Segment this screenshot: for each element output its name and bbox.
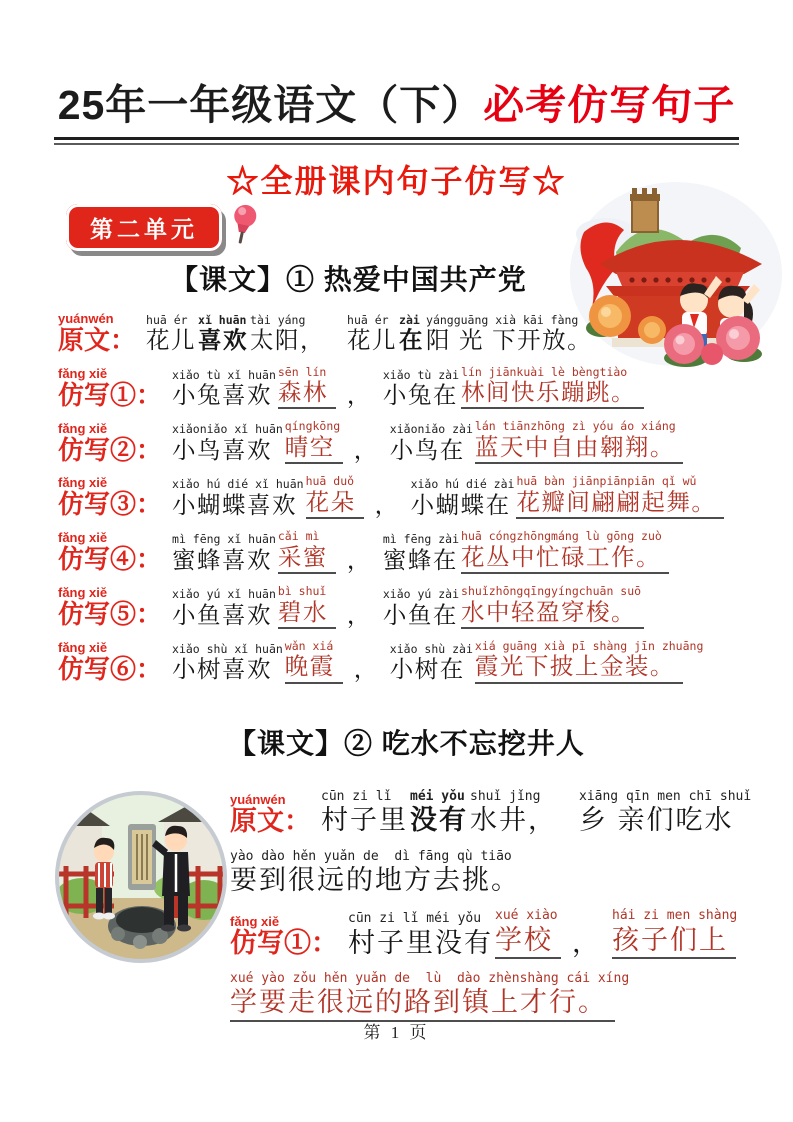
segment-hanzi: 蓝天中自由翱翔。 bbox=[475, 433, 683, 464]
segment-pinyin: xiǎo hú dié xǐ huān bbox=[172, 477, 304, 492]
text-segment bbox=[345, 436, 388, 464]
unit-badge: 第二单元 bbox=[66, 204, 222, 251]
text-segment bbox=[321, 790, 408, 837]
text-segment bbox=[411, 478, 515, 519]
segment-hanzi: ， bbox=[572, 927, 601, 958]
segment-pinyin: xiǎo tù xǐ huān bbox=[172, 367, 276, 382]
text-segment bbox=[172, 588, 276, 629]
unit-badge-group bbox=[66, 204, 262, 251]
text-segment bbox=[338, 546, 381, 574]
segment-pinyin: wǎn xiá bbox=[284, 638, 334, 653]
line-label-text: 原文： bbox=[58, 325, 137, 355]
segment-hanzi: 要到很远的地方去挑。 bbox=[230, 864, 520, 895]
text-segment bbox=[383, 369, 459, 410]
segment-pinyin: xiǎo shù zài bbox=[389, 641, 473, 656]
text-segment bbox=[399, 314, 424, 355]
text-segment bbox=[426, 314, 592, 355]
text-segment bbox=[461, 530, 669, 574]
sentence-line bbox=[230, 909, 793, 959]
segment-hanzi: ， bbox=[346, 382, 372, 409]
sentence-line bbox=[58, 475, 793, 519]
text-segment bbox=[172, 369, 276, 410]
segment-pinyin: zài bbox=[399, 312, 420, 327]
segments-group bbox=[230, 850, 522, 897]
line-label-text: 仿写④： bbox=[58, 544, 163, 575]
line-label-text: 仿写②： bbox=[58, 434, 163, 465]
text-segment bbox=[461, 366, 644, 410]
segment-pinyin: bì shuǐ bbox=[277, 583, 327, 598]
segment-pinyin: xiǎo hú dié zài bbox=[410, 477, 515, 492]
text-segment bbox=[285, 640, 343, 684]
segment-pinyin: xiǎo tù zài bbox=[382, 367, 460, 382]
segment-hanzi: 林间快乐蹦跳。 bbox=[461, 378, 644, 409]
segment-hanzi: 晚霞 bbox=[285, 652, 343, 683]
segment-pinyin: huā bàn jiānpiānpiān qǐ wǔ bbox=[516, 474, 697, 489]
segment-pinyin: cūn zi lǐ bbox=[321, 789, 392, 804]
segment-pinyin: xiǎo yú zài bbox=[382, 586, 460, 601]
segment-hanzi: 乡 亲们吃水 bbox=[579, 805, 734, 836]
line-label bbox=[230, 793, 311, 837]
sentence-continuation-line bbox=[230, 972, 793, 1022]
segment-hanzi: 花儿 bbox=[347, 327, 398, 354]
line-label-pinyin: fǎng xiě bbox=[58, 530, 108, 546]
sentence-continuation-line bbox=[230, 850, 793, 897]
text-segment bbox=[285, 420, 343, 464]
sentence-line bbox=[58, 640, 793, 684]
segment-pinyin: huā ér bbox=[347, 312, 389, 327]
segment-pinyin: xiǎo shù xǐ huān bbox=[172, 641, 283, 656]
text-segment bbox=[338, 381, 381, 409]
line-label bbox=[58, 367, 162, 410]
line-label bbox=[230, 915, 338, 959]
segments-group bbox=[172, 420, 685, 464]
section-2-heading: 【课文】② 吃水不忘挖井人 bbox=[228, 728, 585, 759]
page-subtitle: ☆全册课内句子仿写☆ bbox=[226, 163, 567, 199]
segment-pinyin: xué xiào bbox=[495, 908, 558, 924]
line-label-pinyin: fǎng xiě bbox=[58, 639, 108, 655]
segment-hanzi: 小树喜欢 bbox=[172, 656, 273, 683]
line-label bbox=[58, 476, 162, 519]
village-well-monument-illustration bbox=[52, 788, 230, 966]
text-segment bbox=[338, 601, 381, 629]
text-segment bbox=[278, 530, 336, 574]
text-segment bbox=[390, 423, 473, 464]
segment-hanzi: 采蜜 bbox=[278, 543, 336, 574]
text-segment bbox=[306, 475, 364, 519]
segment-hanzi: 花儿 bbox=[146, 327, 197, 354]
line-label bbox=[58, 312, 136, 355]
line-label-text: 仿写③： bbox=[58, 489, 163, 520]
sentence-line bbox=[58, 420, 793, 464]
text-segment bbox=[461, 585, 644, 629]
text-segment bbox=[172, 533, 276, 574]
segment-pinyin: xiāng qīn men chī shuǐ bbox=[579, 789, 752, 804]
segment-hanzi: 村子里 bbox=[321, 805, 408, 836]
segment-pinyin: qíngkōng bbox=[284, 419, 341, 434]
text-segment bbox=[198, 314, 248, 355]
text-segment bbox=[475, 640, 703, 684]
segment-pinyin: shuǐzhōngqīngyíngchuān suō bbox=[461, 583, 642, 598]
segment-hanzi: 花丛中忙碌工作。 bbox=[461, 543, 669, 574]
segment-hanzi: ， bbox=[346, 546, 372, 573]
segment-hanzi: 小兔在 bbox=[382, 382, 458, 409]
text-segment bbox=[172, 643, 283, 684]
text-segment bbox=[366, 491, 409, 519]
segment-pinyin: huā duǒ bbox=[305, 474, 355, 489]
segment-hanzi: 小鱼喜欢 bbox=[172, 601, 273, 628]
line-label-pinyin: yuánwén bbox=[58, 311, 114, 326]
line-label-text: 仿写⑤： bbox=[58, 599, 163, 630]
line-label-text: 仿写①： bbox=[58, 379, 163, 410]
text-segment bbox=[410, 790, 468, 837]
text-segment bbox=[172, 423, 283, 464]
segment-hanzi: 森林 bbox=[278, 378, 336, 409]
segments-group bbox=[230, 972, 631, 1022]
text-segment bbox=[383, 588, 459, 629]
text-segment bbox=[278, 366, 336, 410]
line-label-text: 仿写⑥： bbox=[58, 653, 163, 684]
line-label-text: 仿写①： bbox=[230, 928, 338, 959]
segment-hanzi: 没有 bbox=[410, 805, 468, 836]
segments-group bbox=[172, 640, 705, 684]
segment-hanzi: 阳 光 下开放。 bbox=[426, 327, 593, 354]
segment-hanzi: 太阳， bbox=[250, 327, 326, 354]
section-1-lines bbox=[58, 312, 793, 684]
segment-hanzi: 晴空 bbox=[285, 433, 343, 464]
page-title-red: 必考仿写句子 bbox=[483, 82, 736, 128]
text-segment bbox=[345, 655, 388, 683]
segment-hanzi: 花朵 bbox=[306, 488, 364, 519]
segment-hanzi: 小蝴蝶喜欢 bbox=[172, 491, 298, 518]
text-segment bbox=[563, 927, 610, 959]
segment-pinyin: mì fēng xǐ huān bbox=[172, 532, 276, 547]
segment-pinyin: yángguāng xià kāi fàng bbox=[426, 312, 579, 327]
segment-hanzi: 霞光下披上金装。 bbox=[475, 652, 683, 683]
text-segment bbox=[250, 314, 325, 355]
line-label bbox=[58, 531, 162, 574]
segment-hanzi: 蜜蜂在 bbox=[382, 546, 458, 573]
page-title bbox=[54, 72, 740, 140]
segment-hanzi: ， bbox=[353, 437, 379, 464]
text-segment bbox=[390, 643, 473, 684]
line-label-pinyin: fǎng xiě bbox=[58, 365, 108, 381]
segments-group bbox=[146, 314, 594, 355]
text-segment bbox=[348, 912, 493, 959]
text-segment bbox=[612, 909, 737, 959]
section-kewen-2 bbox=[0, 722, 793, 1035]
sentence-line bbox=[230, 790, 793, 837]
segment-pinyin: hái zi men shàng bbox=[612, 908, 738, 924]
segment-hanzi: 喜欢 bbox=[198, 327, 249, 354]
segment-hanzi: 碧水 bbox=[278, 598, 336, 629]
line-label-pinyin: fǎng xiě bbox=[230, 914, 280, 930]
line-label-pinyin: fǎng xiě bbox=[58, 585, 108, 601]
segment-pinyin: xiǎoniǎo xǐ huān bbox=[172, 422, 283, 437]
segment-hanzi: 花瓣间翩翩起舞。 bbox=[516, 488, 724, 519]
segment-hanzi: 小兔喜欢 bbox=[172, 382, 273, 409]
text-segment bbox=[347, 314, 397, 355]
segment-hanzi: ， bbox=[374, 491, 400, 518]
segment-pinyin: huā cóngzhōngmáng lù gōng zuò bbox=[461, 529, 662, 544]
pushpin-icon bbox=[228, 202, 262, 250]
line-label-pinyin: yuánwén bbox=[230, 792, 286, 807]
page-number: 第 1 页 bbox=[363, 1023, 430, 1042]
segment-pinyin: mì fēng zài bbox=[382, 532, 460, 547]
segment-hanzi: 水井， bbox=[470, 805, 557, 836]
segment-hanzi: 小鱼在 bbox=[382, 601, 458, 628]
segment-pinyin: lín jiānkuài lè bèngtiào bbox=[461, 364, 628, 379]
segment-pinyin: shuǐ jǐng bbox=[470, 789, 541, 804]
segment-pinyin: cūn zi lǐ méi yǒu bbox=[348, 911, 482, 927]
segment-hanzi: 小树在 bbox=[389, 656, 465, 683]
text-segment bbox=[579, 790, 751, 837]
section-kewen-1 bbox=[0, 258, 793, 695]
segments-group bbox=[172, 530, 671, 574]
segment-hanzi: 村子里没有 bbox=[348, 927, 493, 958]
segment-pinyin: xiǎo yú xǐ huān bbox=[172, 586, 276, 601]
segment-pinyin: lán tiānzhōng zì yóu áo xiáng bbox=[474, 419, 676, 434]
page-title-black: 25年一年级语文（下） bbox=[57, 82, 484, 128]
segment-pinyin: cǎi mì bbox=[277, 529, 320, 544]
segment-hanzi: 小鸟喜欢 bbox=[172, 437, 273, 464]
text-segment bbox=[230, 972, 629, 1022]
line-label-pinyin: fǎng xiě bbox=[58, 475, 108, 491]
segment-hanzi: ， bbox=[353, 656, 379, 683]
section-1-heading: 【课文】① 热爱中国共产党 bbox=[170, 264, 527, 295]
segment-pinyin: méi yǒu bbox=[410, 789, 465, 804]
sentence-line bbox=[58, 585, 793, 629]
segment-pinyin: yào dào hěn yuǎn de dì fāng qù tiāo bbox=[230, 848, 512, 864]
segment-hanzi: 蜜蜂喜欢 bbox=[172, 546, 273, 573]
text-segment bbox=[516, 475, 724, 519]
section-2-body bbox=[0, 788, 793, 1035]
line-label bbox=[58, 422, 162, 465]
sentence-line bbox=[58, 312, 793, 355]
segments-group bbox=[348, 909, 739, 959]
segments-group bbox=[321, 790, 753, 837]
text-segment bbox=[278, 585, 336, 629]
segment-hanzi: 学校 bbox=[495, 924, 561, 959]
segment-hanzi: 孩子们上 bbox=[612, 924, 736, 959]
segment-pinyin: tài yáng bbox=[250, 312, 306, 327]
segment-pinyin: huā ér bbox=[146, 312, 188, 327]
line-label-text: 原文： bbox=[230, 806, 311, 836]
segment-hanzi: 水中轻盈穿梭。 bbox=[461, 598, 644, 629]
segment-pinyin: xǐ huān bbox=[198, 312, 247, 327]
segment-hanzi: 在 bbox=[399, 327, 425, 354]
segment-hanzi: 小蝴蝶在 bbox=[410, 491, 511, 518]
text-segment bbox=[495, 909, 561, 959]
line-label bbox=[58, 586, 162, 629]
section-2-lines bbox=[230, 790, 793, 1035]
text-segment bbox=[172, 478, 304, 519]
text-segment bbox=[383, 533, 459, 574]
segment-pinyin: xué yào zǒu hěn yuǎn de lù dào zhènshàng cái xíng bbox=[230, 971, 630, 987]
segment-hanzi: 小鸟在 bbox=[389, 437, 465, 464]
line-label-pinyin: fǎng xiě bbox=[58, 420, 108, 436]
segment-pinyin: xiǎoniǎo zài bbox=[389, 422, 473, 437]
sentence-line bbox=[58, 366, 793, 410]
segment-hanzi: 学要走很远的路到镇上才行。 bbox=[230, 986, 615, 1021]
segments-group bbox=[172, 475, 726, 519]
segments-group bbox=[172, 585, 646, 629]
text-segment bbox=[470, 790, 557, 837]
sentence-line bbox=[58, 530, 793, 574]
segments-group bbox=[172, 366, 646, 410]
text-segment bbox=[230, 850, 520, 897]
segment-hanzi: ， bbox=[346, 601, 372, 628]
segment-pinyin: sēn lín bbox=[277, 364, 327, 379]
text-segment bbox=[475, 420, 683, 464]
segment-pinyin: xiá guāng xià pī shàng jīn zhuāng bbox=[474, 638, 704, 653]
text-segment bbox=[146, 314, 196, 355]
line-label bbox=[58, 641, 162, 684]
